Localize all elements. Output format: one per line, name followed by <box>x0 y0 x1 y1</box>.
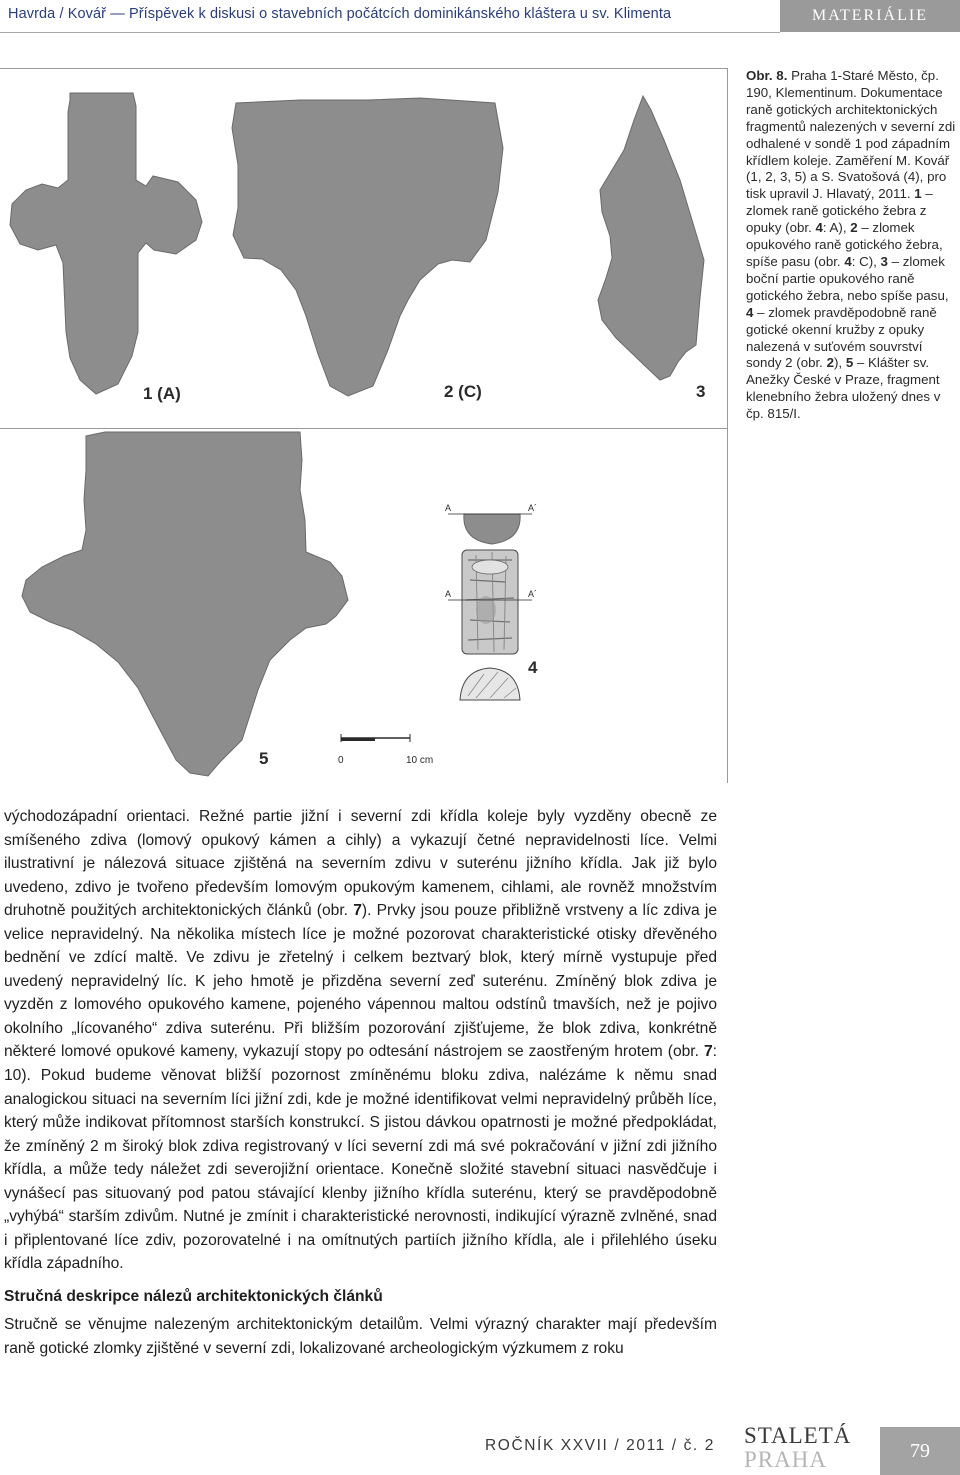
running-title: Havrda / Kovář — Příspěvek k diskusi o stavebních počátcích dominikánského kláštera u sv. Klimenta <box>8 6 672 22</box>
caption-part-3: : A), <box>822 220 851 236</box>
caption-part-9: – Klášter sv. Anežky České v Praze, fragment klenebního žebra uložený dnes v čp. 815/I. <box>746 355 941 422</box>
caption-intro: Praha 1-Staré Město, čp. 190, Klementinum. Dokumentace raně gotických architektonických fragmentů nalezených v severní zdi odhalené v sondě 1 pod západním křídlem koleje. Zaměření M. Kovář (1, 2, 3, 5) a S. Svatošová (4), pro tisk upravil J. Hlavatý, 2011. <box>746 68 956 202</box>
fragment-4-base-section <box>460 668 520 700</box>
architectural-fragments-figure <box>0 68 728 783</box>
section-paragraph: Stručně se věnujme nalezeným architektonickým detailům. Velmi výrazný charakter mají především raně gotické zlomky zjištěné v severní zdi, lokalizované archeologickým výzkumem z roku <box>4 1316 717 1357</box>
caption-n5: 5 <box>845 355 854 371</box>
caption-n4: 4 <box>746 304 754 320</box>
page-number: 79 <box>880 1427 960 1475</box>
running-header <box>0 0 780 33</box>
body-text-part-1: východozápadní orientaci. Režné partie jižní i severní zdi křídla koleje byly vyzděny obecně ze smíšeného zdiva (lomový opukový kámen a cihly) a vykazují četné nepravidelnosti líce. Velmi ilustrativní je nálezová situace zjištěná na severním zdivu v suterénu jižního křídla. Jak již bylo uvedeno, zdivo je tvořeno především lomovým opukovým kamenem, cihlami, ale rovněž množstvím druhotně použitých architektonických článků (obr. <box>4 808 717 920</box>
body-figure-ref-2: 7 <box>703 1043 713 1061</box>
fragment-2-shape <box>232 98 503 396</box>
figure-caption <box>746 68 956 423</box>
caption-part-5: : C), <box>851 253 881 269</box>
footer-volume: ROČNÍK XXVII / 2011 / č. 2 <box>485 1437 715 1454</box>
label-fragment-1: 1 (A) <box>143 384 181 403</box>
label-section-a2-prime: A´ <box>528 589 537 599</box>
caption-n2: 2 <box>850 220 858 236</box>
scale-ten: 10 cm <box>406 755 434 766</box>
caption-part-8: ), <box>833 355 846 371</box>
label-section-a1-prime: A´ <box>528 503 537 513</box>
fragment-4-section-shape <box>464 514 520 544</box>
fragment-1-shape <box>10 93 202 394</box>
body-paragraph <box>4 805 717 1276</box>
fragment-5-shape <box>22 432 348 776</box>
body-text-part-3: : 10). Pokud budeme věnovat bližší pozornost zmíněnému bloku zdiva, nalézáme k němu snad analogickou situaci na severním líci jižní zdi, kde je možné identifikovat velmi nepravidelný průběh líce, který může indikovat přítomnost starších konstrukcí. S jistou dávkou opatrnosti je možné předpokládat, že zmíněný 2 m široký blok zdiva registrovaný v líci severní zdi má své pokračování v jižní zdi jižního křídla, a může tedy náležet zdi severojižní orientace. Konečně složité stavební situaci nasvědčuje i vynášecí pas situovaný pod patou stávající klenby jižního křídla suterénu, který se pravděpodobně „vyhýbá“ starším zdivům. Nutné je zmínit i charakteristické nerovnosti, indikující výrazně zvlněné, snad i připlentované líce zdiv, pozorovatelné i na omítnutých partiích jižního křídla, ale i přilehlého úseku křídla západního. <box>4 1043 717 1273</box>
label-fragment-4: 4 <box>528 658 538 677</box>
caption-n3: 3 <box>880 253 888 269</box>
label-section-a2: A <box>445 589 452 599</box>
label-fragment-3: 3 <box>696 382 706 401</box>
section-tab: MATERIÁLIE <box>780 0 960 32</box>
caption-part-4: – zlomek opukového raně gotického žebra, spíše pasu (obr. <box>746 220 943 269</box>
body-figure-ref-1: 7 <box>353 902 362 920</box>
section-heading: Stručná deskripce nálezů architektonických článků <box>4 1288 383 1305</box>
caption-figure-number: Obr. 8. <box>746 68 788 83</box>
caption-n1: 1 <box>914 186 922 202</box>
label-section-a1: A <box>445 503 452 513</box>
scale-bar <box>338 734 433 766</box>
caption-part-6: – zlomek boční partie opukového raně gotického žebra, nebo spíše pasu, <box>746 253 949 303</box>
fragment-3-shape <box>598 96 704 380</box>
logo-line-1: STALETÁ <box>744 1423 852 1448</box>
label-fragment-5: 5 <box>259 749 269 768</box>
caption-part-7: – zlomek pravděpodobně raně gotické okenní kružby z opuky nalezená v suťovém souvrství sondy 2 (obr. <box>746 304 937 371</box>
fragment-4-stone-drawing <box>462 550 518 654</box>
caption-part-2: – zlomek raně gotického žebra z opuky (obr. <box>746 186 933 236</box>
journal-logo <box>744 1424 864 1472</box>
caption-ref-2: 4 <box>844 253 852 269</box>
label-fragment-2: 2 (C) <box>444 382 482 401</box>
scale-zero: 0 <box>338 755 344 766</box>
caption-ref-1: 4 <box>815 220 823 236</box>
logo-line-2: PRAHA <box>744 1447 827 1472</box>
body-text-part-2: ). Prvky jsou pouze přibližně vrstveny a líc zdiva je velice nepravidelný. Na několika místech líce je možné pozorovat charakteristické otisky dřevěného bednění ve zdící maltě. Ve zdivu je zřetelný i celkem beztvarý blok, který mírně vystupuje před uvedený nepravidelný líc. K jeho hmotě je přizděna severní zeď suterénu. Zmíněný blok zdiva je vyzděn z lomového opukového kamene, pojeného vápennou maltou odstínů tmavších, než je pojivo okolního „lícovaného“ zdiva suterénu. Při bližším pozorování zjišťujeme, že blok zdiva, konkrétně některé lomové opukové kameny, vykazují stopy po odtesání nástrojem se zaostřeným hrotem (obr. <box>4 902 717 1061</box>
page-header <box>0 0 960 32</box>
caption-ref-3: 2 <box>826 355 834 371</box>
